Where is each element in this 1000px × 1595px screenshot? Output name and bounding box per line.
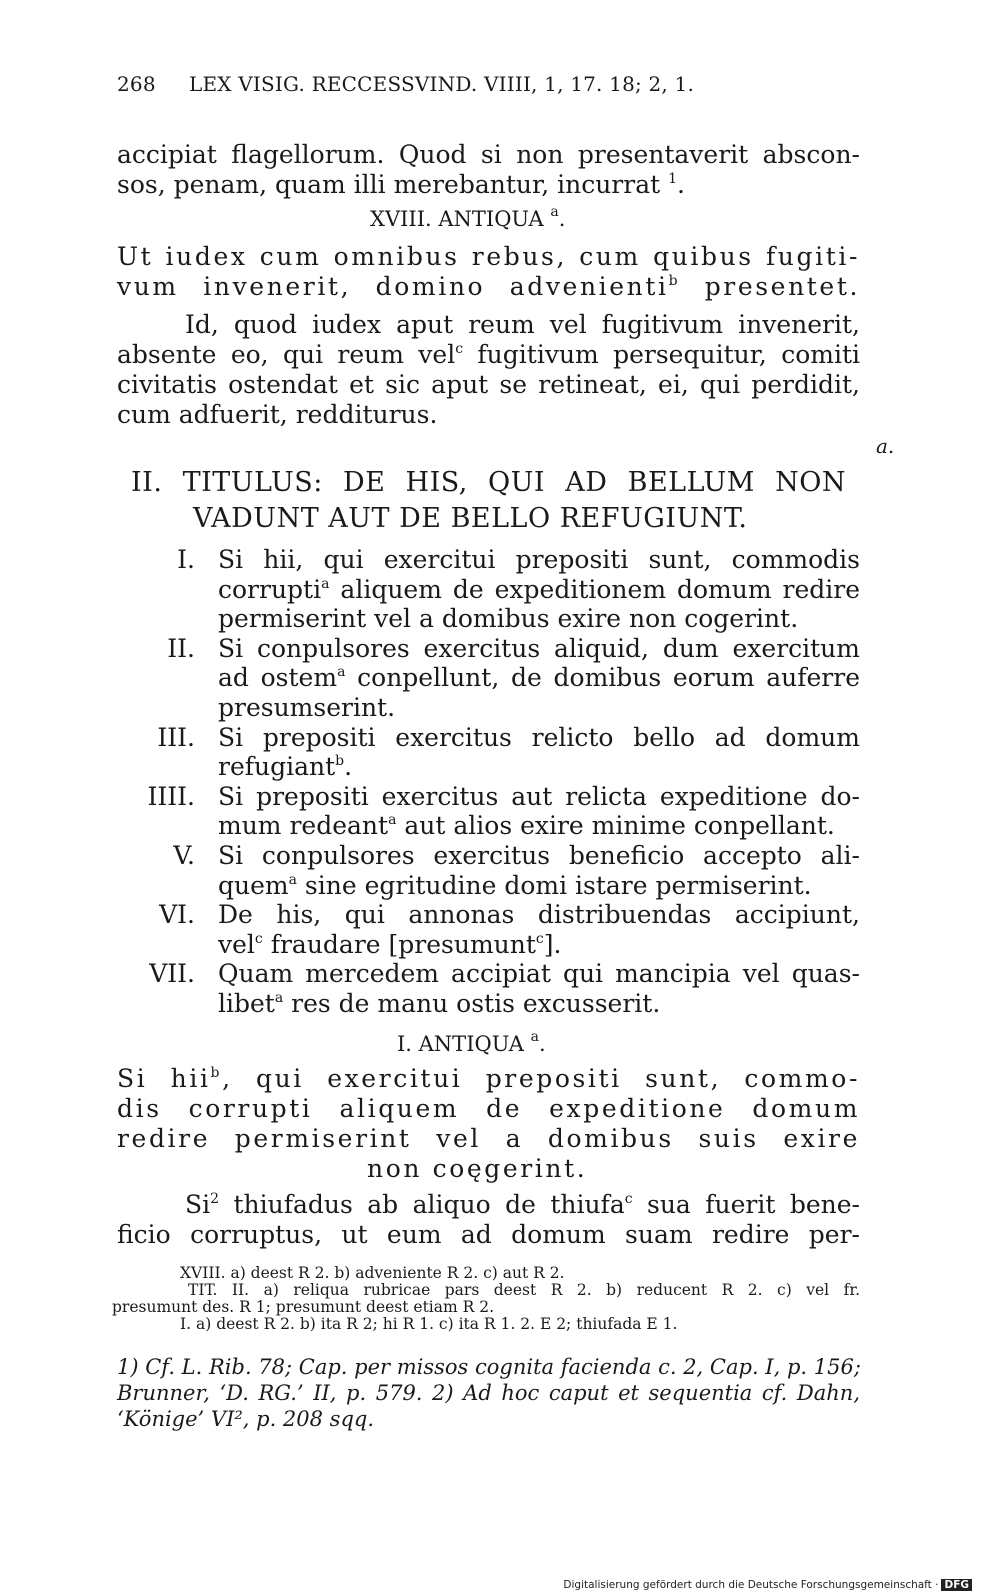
text-line: civitatis ostendat et sic aput se retineat, ei, qui perdidit, bbox=[117, 370, 860, 399]
title-line: II. TITULUS: DE HIS, QUI AD BELLUM NON bbox=[131, 467, 846, 498]
chapter-heading-line: redire permiserint vel a domibus suis exire bbox=[117, 1124, 860, 1153]
running-title: LEX VISIG. RECCESSVIND. VIIII, 1, 17. 18; 2, 1. bbox=[189, 72, 695, 96]
chapter-summary-line: Quam mercedem accipiat qui mancipia vel quas- bbox=[218, 959, 860, 989]
chapter-summary-line: Si prepositi exercitus aut relicta expeditione do- bbox=[218, 781, 860, 811]
page-number: 268 bbox=[117, 72, 156, 96]
chapter-number: I. bbox=[177, 545, 195, 574]
margin-note: a. bbox=[876, 434, 895, 458]
footnote-ref: 1 bbox=[668, 171, 678, 187]
chapter-summary-line: permiserint vel a domibus exire non cogerint. bbox=[218, 604, 799, 634]
chapter-summary-line: Si hii, qui exercitui prepositi sunt, commodis bbox=[218, 545, 860, 574]
footnote-line: 1) Cf. L. Rib. 78; Cap. per missos cognita facienda c. 2, Cap. I, p. 156; bbox=[117, 1355, 861, 1379]
chapter-summary-line: presumserint. bbox=[218, 693, 396, 722]
text-line: ficio corruptus, ut eum ad domum suam redire per- bbox=[117, 1220, 860, 1249]
chapter-heading-line: vum invenerit, domino advenienti$^b$ presentet. bbox=[117, 272, 861, 301]
chapter-heading-line: Si hii$^b$, qui exercitui prepositi sunt, commo- bbox=[117, 1064, 860, 1093]
chapter-heading-line: Ut iudex cum omnibus rebus, cum quibus fugiti- bbox=[117, 242, 860, 271]
text-line: sos, penam, quam illi merebantur, incurrat $^1$. bbox=[117, 170, 685, 199]
chapter-number: IIII. bbox=[147, 781, 195, 811]
chapter-summary-line: ad ostem$^a$ conpellunt, de domibus eorum auferre bbox=[218, 663, 860, 693]
chapter-summary-line: libet$^a$ res de manu ostis excusserit. bbox=[218, 989, 661, 1018]
chapter-summary-line: mum redeant$^a$ aut alios exire minime conpellant. bbox=[218, 811, 835, 841]
chapter-summary-line: vel$^c$ fraudare [presumunt$^c$]. bbox=[218, 929, 562, 959]
chapter-heading-line: non coęgerint. bbox=[367, 1154, 588, 1183]
chapter-summary-line: De his, qui annonas distribuendas accipiunt, bbox=[218, 900, 860, 930]
text-line: cum adfuerit, redditurus. bbox=[117, 400, 438, 429]
chapter-number: III. bbox=[157, 722, 195, 752]
dfg-logo: DFG bbox=[941, 1579, 972, 1591]
text-line: accipiat flagellorum. Quod si non presentaverit abscon- bbox=[117, 140, 860, 169]
chapter-rubric: XVIII. ANTIQUA $^a$. bbox=[370, 204, 566, 231]
footnote-line: ‘Könige’ VI², p. 208 sqq. bbox=[117, 1407, 375, 1431]
footnote-ref: b bbox=[335, 753, 345, 770]
chapter-heading-line: dis corrupti aliquem de expeditione domum bbox=[117, 1094, 860, 1123]
apparatus-line: I. a) deest R 2. b) ita R 2; hi R 1. c) ita R 1. 2. E 2; thiufada E 1. bbox=[180, 1315, 678, 1333]
title-line: VADUNT AUT DE BELLO REFUGIUNT. bbox=[193, 503, 748, 534]
chapter-summary-line: Si conpulsores exercitus aliquid, dum exercitum bbox=[218, 633, 860, 663]
footnote-ref: c bbox=[535, 930, 544, 947]
apparatus-line: XVIII. a) deest R 2. b) adveniente R 2. c) aut R 2. bbox=[180, 1264, 565, 1282]
chapter-summary-line: Si prepositi exercitus relicto bello ad domum bbox=[218, 722, 860, 752]
chapter-summary-line: corrupti$^a$ aliquem de expeditionem domum redire bbox=[218, 574, 860, 604]
chapter-number: VII. bbox=[149, 959, 195, 989]
chapter-number: V. bbox=[173, 841, 195, 870]
text-line: Si$^2$ thiufadus ab aliquo de thiufa$^c$ sua fuerit bene- bbox=[185, 1190, 860, 1219]
footnote-ref: a bbox=[321, 575, 330, 592]
text-line: Id, quod iudex aput reum vel fugitivum invenerit, bbox=[185, 310, 860, 339]
page-header bbox=[117, 72, 694, 96]
footnote-line: Brunner, ‘D. RG.’ II, p. 579. 2) Ad hoc caput et sequentia cf. Dahn, bbox=[117, 1381, 860, 1405]
footnote-ref: a bbox=[337, 664, 346, 681]
footnote-ref: a bbox=[274, 990, 284, 1006]
text-line: absente eo, qui reum vel$^c$ fugitivum persequitur, comiti bbox=[117, 340, 861, 369]
chapter-summary-line: quem$^a$ sine egritudine domi istare permiserint. bbox=[218, 870, 812, 900]
digitization-credit: Digitalisierung gefördert durch die Deutsche Forschungsgemeinschaft · DFG bbox=[563, 1579, 972, 1591]
chapter-summary-line: Si conpulsores exercitus beneficio accepto ali- bbox=[218, 841, 860, 870]
chapter-summary-line: refugiant$^b$. bbox=[218, 752, 353, 782]
footnote-ref: a bbox=[388, 812, 397, 829]
chapter-number: II. bbox=[167, 633, 195, 663]
footnote-ref: c bbox=[254, 930, 263, 947]
footnote-ref: a bbox=[288, 871, 297, 888]
apparatus-line: presumunt des. R 1; presumunt deest etiam R 2. bbox=[112, 1298, 495, 1316]
chapter-number: VI. bbox=[159, 900, 195, 930]
chapter-rubric: I. ANTIQUA $^a$. bbox=[397, 1029, 546, 1056]
apparatus-line: TIT. II. a) reliqua rubricae pars deest R 2. b) reducent R 2. c) vel fr. bbox=[188, 1281, 860, 1299]
